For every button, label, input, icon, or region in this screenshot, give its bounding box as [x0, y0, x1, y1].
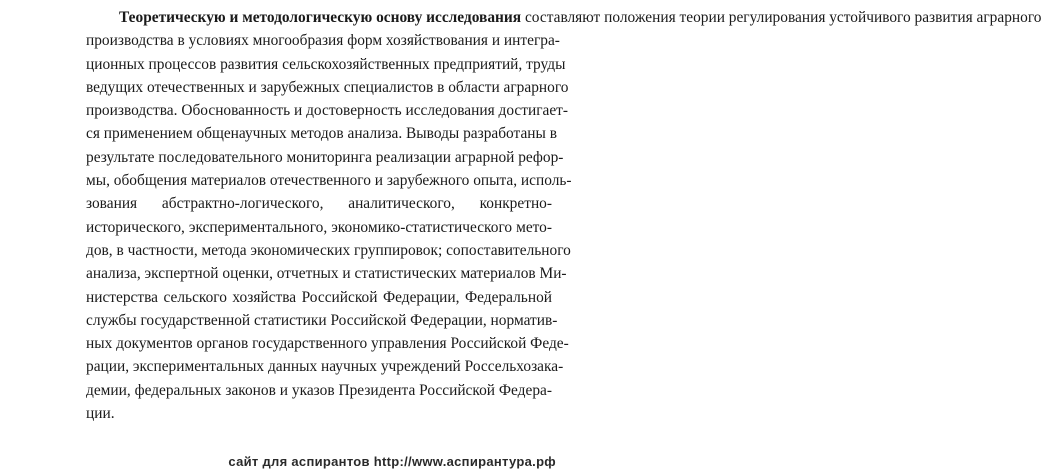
paragraph-line-11: дов, в частности, метода экономических группировок; сопоставительного	[86, 241, 571, 259]
paragraph-line-5: производства. Обоснованность и достоверность исследования достигает-	[86, 102, 569, 120]
paragraph-line-3: ционных процессов развития сельскохозяйственных предприятий, труды	[86, 55, 566, 73]
line-text: составляют положения теории регулирования устойчивого развития аграрного	[524, 9, 1041, 26]
paragraph	[86, 6, 1041, 425]
bold-lead-phrase: Теоретическую и методологическую основу исследования	[119, 9, 522, 26]
site-watermark: сайт для аспирантов http://www.аспирантура.рф	[228, 454, 556, 469]
paragraph-line-13: нистерства сельского хозяйства Российской Федерации, Федеральной	[86, 288, 552, 306]
paragraph-line-14: службы государственной статистики Российской Федерации, норматив-	[86, 311, 558, 329]
paragraph-line-8: мы, обобщения материалов отечественного и зарубежного опыта, исполь-	[86, 172, 572, 190]
paragraph-line-17: демии, федеральных законов и указов Президента Российской Федера-	[86, 381, 552, 399]
paragraph-line-18: ции.	[86, 405, 115, 423]
paragraph-line-15: ных документов органов государственного управления Российской Феде-	[86, 335, 569, 353]
paragraph-line-1	[86, 6, 1041, 29]
paragraph-line-7: результате последовательного мониторинга реализации аграрной рефор-	[86, 148, 564, 166]
paragraph-line-16: рации, экспериментальных данных научных учреждений Россельхозака-	[86, 358, 564, 376]
paragraph-line-6: ся применением общенаучных методов анализа. Выводы разработаны в	[86, 125, 557, 143]
paragraph-line-4: ведущих отечественных и зарубежных специалистов в области аграрного	[86, 78, 569, 96]
paragraph-line-12: анализа, экспертной оценки, отчетных и статистических материалов Ми-	[86, 265, 567, 283]
paragraph-line-2: производства в условиях многообразия форм хозяйствования и интегра-	[86, 32, 560, 50]
paragraph-line-10: исторического, экспериментального, экономико-статистического мето-	[86, 218, 552, 236]
paragraph-line-9: зования абстрактно-логического, аналитического, конкретно-	[86, 195, 552, 213]
